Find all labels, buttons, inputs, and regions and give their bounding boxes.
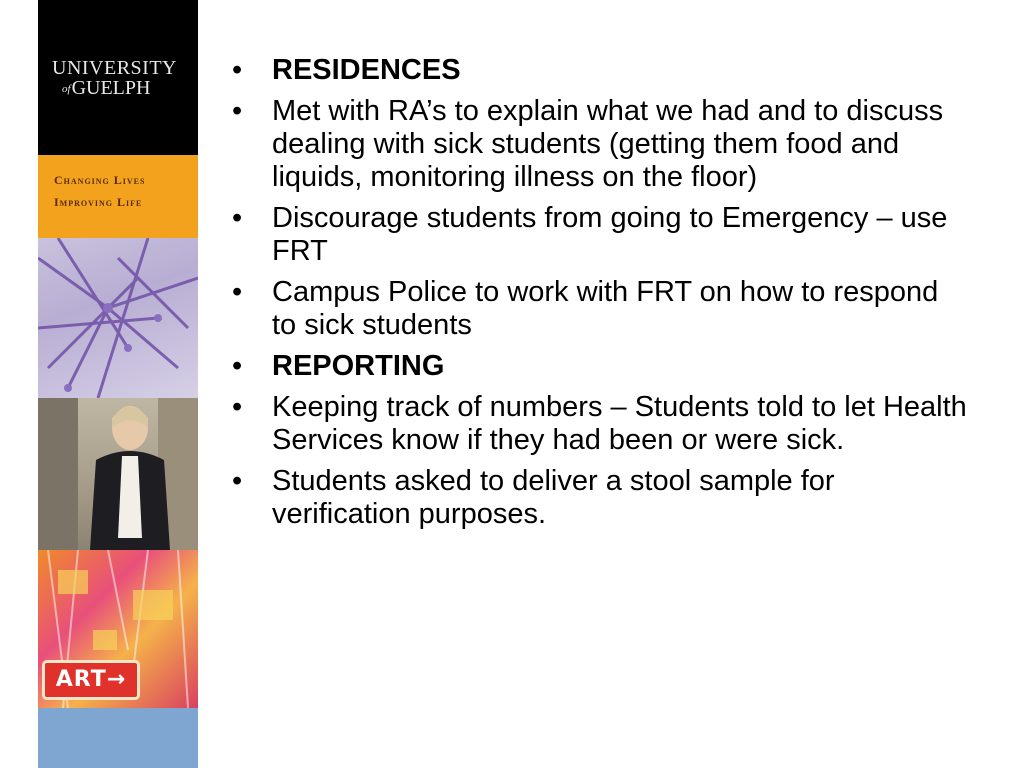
bullet-item (228, 465, 968, 531)
bullet-text: Students asked to deliver a stool sample for verification purposes. (272, 465, 835, 530)
bullet-text: Met with RA’s to explain what we had and to discuss dealing with sick students (getting them food and liquids, monitoring illness on the floor) (272, 95, 944, 193)
bullet-text: REPORTING (272, 350, 445, 382)
logo-text-guelph (62, 78, 192, 99)
molecule-image (38, 238, 198, 398)
blue-band (38, 708, 198, 768)
bullet-dot: • (232, 276, 243, 308)
bullet-item (228, 391, 968, 457)
logo-text-guelph-word: GUELPH (71, 77, 151, 99)
university-logo (38, 0, 198, 155)
bullet-dot: • (232, 54, 243, 86)
side-banner (38, 0, 198, 768)
tagline-improving-life: Improving Life (54, 195, 143, 209)
bullet-dot: • (232, 350, 243, 382)
bullet-item (228, 202, 968, 268)
bullet-item (228, 350, 968, 383)
bullet-text: Discourage students from going to Emergency – use FRT (272, 202, 948, 267)
bullet-list (228, 54, 968, 531)
bullet-text: Campus Police to work with FRT on how to respond to sick students (272, 276, 939, 341)
student-figure (38, 398, 198, 550)
tagline-panel (38, 155, 198, 238)
student-photo (38, 398, 198, 550)
bullet-dot: • (232, 202, 243, 234)
logo-text-of: of (62, 83, 71, 96)
bullet-item (228, 54, 968, 87)
logo-text-university: UNIVERSITY (52, 57, 177, 79)
bullet-text: RESIDENCES (272, 54, 461, 86)
tagline-changing-lives: Changing Lives (54, 173, 146, 187)
bullet-item (228, 276, 968, 342)
bullet-item (228, 95, 968, 194)
bullet-dot: • (232, 465, 243, 497)
art-sign: ART→ (42, 660, 140, 700)
bullet-dot: • (232, 95, 243, 127)
bullet-text: Keeping track of numbers – Students told to let Health Services know if they had been or were sick. (272, 391, 967, 456)
molecule-illustration (38, 238, 198, 398)
slide-content (228, 54, 968, 539)
bullet-dot: • (232, 391, 243, 423)
